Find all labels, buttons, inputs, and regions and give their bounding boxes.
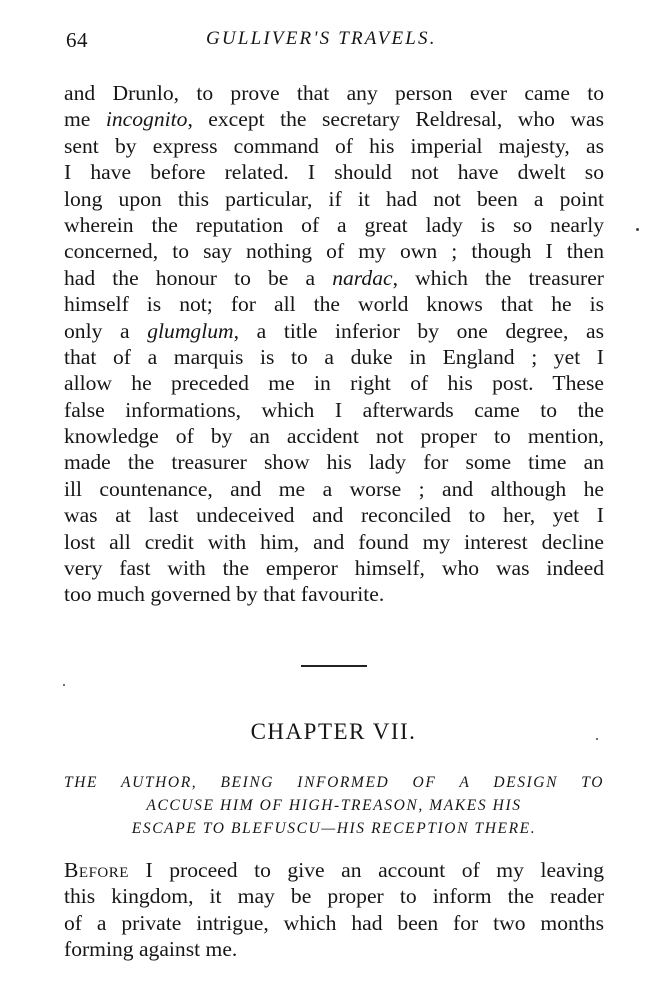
text-line bbox=[64, 291, 604, 317]
text-segment: wherein the reputation of a great lady is so nearly bbox=[64, 212, 604, 237]
text-segment: that of a marquis is to a duke in England ; yet I bbox=[64, 344, 604, 369]
page-number: 64 bbox=[66, 28, 88, 52]
text-line bbox=[64, 529, 604, 555]
italic-term: glumglum bbox=[147, 318, 234, 343]
text-line bbox=[64, 265, 604, 291]
text-line bbox=[64, 423, 604, 449]
text-segment: had the honour to be a bbox=[64, 265, 333, 290]
text-line bbox=[64, 555, 604, 581]
opening-lead-word: Before bbox=[64, 858, 129, 882]
text-segment: made the treasurer show his lady for some time an bbox=[64, 450, 604, 475]
section-divider bbox=[301, 665, 367, 667]
text-line bbox=[64, 344, 604, 370]
text-segment: only a bbox=[64, 318, 148, 343]
opening-line bbox=[64, 857, 604, 883]
text-segment: very fast with the emperor himself, who was indeed bbox=[64, 556, 604, 581]
text-line bbox=[64, 370, 604, 396]
text-line bbox=[64, 212, 604, 238]
text-line bbox=[64, 449, 604, 475]
text-line bbox=[64, 80, 604, 106]
opening-line: of a private intrigue, which had been for two months bbox=[64, 910, 604, 935]
chapter-summary-line: ESCAPE TO BLEFUSCU—HIS RECEPTION THERE. bbox=[131, 820, 537, 837]
running-title: GULLIVER'S TRAVELS. bbox=[206, 28, 437, 49]
opening-paragraph bbox=[64, 857, 604, 963]
text-segment: himself is not; for all the world knows that he is bbox=[64, 292, 604, 317]
italic-term: nardac bbox=[332, 265, 393, 290]
text-segment: I have before related. I should not have dwelt so bbox=[64, 160, 604, 185]
text-segment: concerned, to say nothing of my own ; though I then bbox=[64, 239, 604, 264]
italic-term: incognito bbox=[105, 107, 188, 132]
text-line bbox=[64, 133, 604, 159]
text-line bbox=[64, 476, 604, 502]
text-segment: and Drunlo, to prove that any person ever came to bbox=[64, 81, 604, 105]
text-segment: false informations, which I afterwards came to the bbox=[64, 397, 604, 422]
text-line bbox=[64, 159, 604, 185]
chapter-summary-line: ACCUSE HIM OF HIGH-TREASON, MAKES HIS bbox=[146, 797, 522, 814]
text-segment: was at last undeceived and reconciled to her, yet I bbox=[64, 503, 604, 528]
text-segment: me bbox=[64, 107, 106, 132]
text-segment: , a title inferior by one degree, as bbox=[233, 318, 604, 343]
text-segment: , which the treasurer bbox=[392, 265, 605, 290]
text-segment: too much governed by that favourite. bbox=[64, 582, 385, 607]
chapter-summary bbox=[64, 771, 604, 840]
page-speck bbox=[63, 684, 65, 686]
text-line bbox=[64, 318, 604, 344]
text-line bbox=[64, 502, 604, 528]
page-speck bbox=[596, 738, 598, 740]
chapter-summary-line: THE AUTHOR, BEING INFORMED OF A DESIGN TO bbox=[64, 774, 604, 791]
chapter-heading: CHAPTER VII. bbox=[250, 719, 417, 744]
text-line bbox=[64, 397, 604, 423]
text-line bbox=[64, 186, 604, 212]
opening-line-text: I proceed to give an account of my leaving bbox=[128, 858, 604, 882]
text-segment: , except the secretary Reldresal, who was bbox=[187, 107, 605, 132]
text-segment: lost all credit with him, and found my interest decline bbox=[64, 529, 604, 554]
page-header bbox=[66, 28, 605, 62]
opening-line: this kingdom, it may be proper to inform the reader bbox=[64, 884, 604, 909]
text-line bbox=[64, 581, 604, 607]
body-paragraph bbox=[64, 80, 604, 608]
opening-line: forming against me. bbox=[64, 937, 238, 962]
text-line bbox=[64, 238, 604, 264]
text-segment: long upon this particular, if it had not been a point bbox=[64, 186, 604, 211]
text-line bbox=[64, 106, 604, 132]
text-segment: knowledge of by an accident not proper to mention, bbox=[64, 424, 604, 449]
page-speck bbox=[636, 228, 639, 231]
text-segment: allow he preceded me in right of his post. These bbox=[64, 371, 604, 396]
text-segment: sent by express command of his imperial majesty, as bbox=[64, 133, 604, 158]
text-segment: ill countenance, and me a worse ; and although he bbox=[64, 476, 604, 501]
